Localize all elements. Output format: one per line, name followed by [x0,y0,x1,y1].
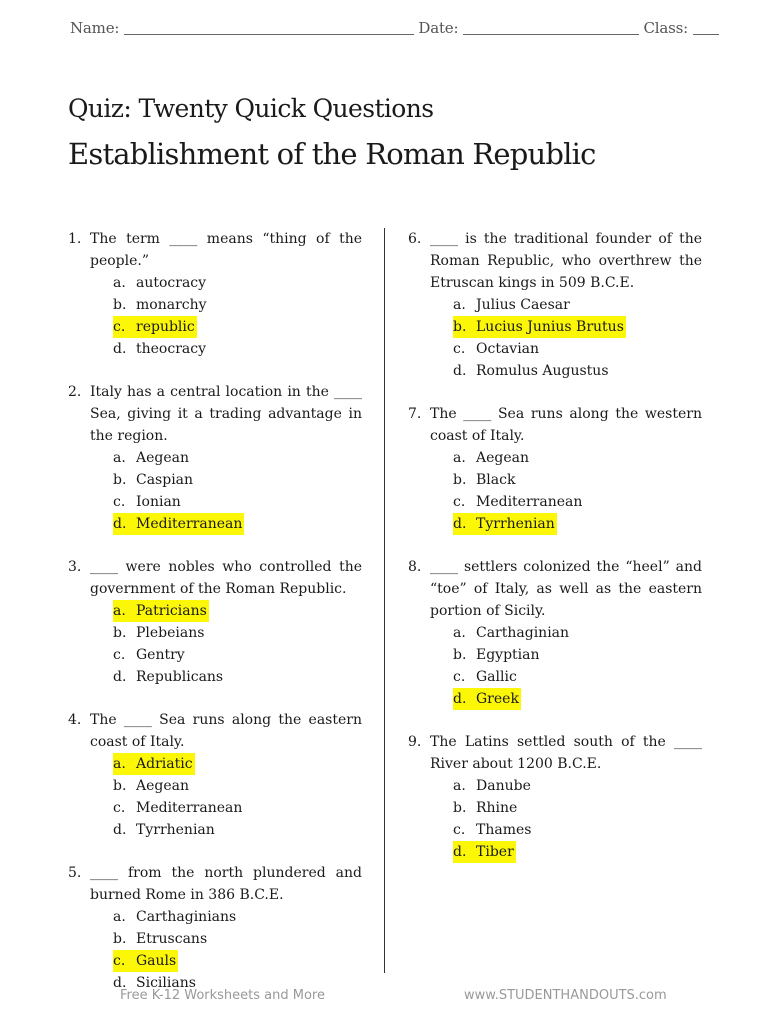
answer-wrap [453,775,531,797]
option-text: monarchy [136,297,207,313]
option-letter: d. [113,975,127,991]
answer-wrap [113,906,236,928]
option-letter: d. [113,341,127,357]
option-text: Aegean [136,450,190,466]
class-blank [693,20,719,35]
question-number: 7. [408,406,422,422]
option-letter: c. [113,647,126,663]
option-letter: b. [113,931,127,947]
answer-highlight [453,688,521,710]
option-text: Mediterranean [136,516,243,532]
option-letter: d. [113,669,127,685]
option-letter: b. [453,319,467,335]
option-text: Ionian [136,494,181,510]
date-blank [463,20,639,35]
question-stem [68,381,362,447]
answer-highlight [453,316,626,338]
option-letter: a. [113,450,126,466]
answer-option [453,469,702,491]
footer-website: www.STUDENTHANDOUTS.com [464,988,667,1003]
option-letter: b. [113,297,127,313]
option-letter: c. [453,822,466,838]
question-item [408,228,702,382]
option-text: Tyrrhenian [476,516,555,532]
answer-highlight [113,316,197,338]
date-label: Date: [418,19,459,37]
option-text: Sicilians [136,975,196,991]
answer-option [453,688,702,710]
question-stem [68,709,362,753]
quiz-subtitle: Establishment of the Roman Republic [68,137,596,171]
question-text: The ____ Sea runs along the western coast of Italy. [430,406,702,444]
option-letter: a. [453,450,466,466]
question-stem [68,228,362,272]
class-label: Class: [643,19,688,37]
option-letter: b. [453,472,467,488]
answer-wrap [113,622,204,644]
question-number: 2. [68,384,82,400]
option-letter: d. [113,516,127,532]
option-text: Mediterranean [136,800,243,816]
option-text: republic [136,319,195,335]
answer-option [453,644,702,666]
answer-highlight [113,950,178,972]
option-letter: b. [113,625,127,641]
question-text: ____ settlers colonized the “heel” and “toe” of Italy, as well as the eastern portion of Sicily. [430,559,702,619]
answer-wrap [113,666,223,688]
answer-wrap [453,644,540,666]
answer-option [453,775,702,797]
answer-option [113,622,362,644]
name-label: Name: [70,19,120,37]
question-number: 9. [408,734,422,750]
question-text: ____ were nobles who controlled the government of the Roman Republic. [90,559,362,597]
answer-wrap [113,447,189,469]
answer-option [453,841,702,863]
option-text: Plebeians [136,625,205,641]
option-text: Gauls [136,953,177,969]
answer-wrap [113,819,215,841]
option-text: Danube [476,778,531,794]
answer-option [113,644,362,666]
option-text: Greek [476,691,519,707]
answer-option [113,928,362,950]
question-number: 8. [408,559,422,575]
answer-wrap [453,294,570,316]
answer-option [113,513,362,535]
option-letter: c. [113,953,126,969]
question-stem [408,556,702,622]
option-text: Carthaginian [476,625,570,641]
question-text: Italy has a central location in the ____ Sea, giving it a trading advantage in the region. [90,384,362,444]
answer-wrap [453,360,609,382]
answer-option [453,513,702,535]
option-text: Egyptian [476,647,540,663]
question-item [408,403,702,535]
answer-wrap [113,272,206,294]
name-blank [124,20,414,35]
answer-option [113,491,362,513]
question-item [68,381,362,535]
answer-option [113,950,362,972]
answer-wrap [113,294,207,316]
option-text: Black [476,472,516,488]
option-letter: b. [113,472,127,488]
question-text: The Latins settled south of the ____ River about 1200 B.C.E. [430,734,702,772]
quiz-title: Quiz: Twenty Quick Questions [68,94,434,123]
option-letter: d. [453,844,467,860]
question-text: The term ____ means “thing of the people.” [90,231,362,269]
option-text: Republicans [136,669,224,685]
answer-highlight [453,841,516,863]
option-letter: c. [453,494,466,510]
option-letter: a. [453,297,466,313]
answer-option [453,360,702,382]
option-text: Patricians [136,603,207,619]
questions-column-left [68,228,362,994]
answer-wrap [113,644,185,666]
question-stem [408,403,702,447]
answer-wrap [113,797,242,819]
answer-option [113,338,362,360]
option-letter: c. [113,494,126,510]
answer-option [453,447,702,469]
question-number: 5. [68,865,82,881]
question-text: The ____ Sea runs along the eastern coast of Italy. [90,712,362,750]
answer-wrap [453,819,531,841]
answer-wrap [453,491,582,513]
option-letter: c. [113,800,126,816]
option-text: Octavian [476,341,540,357]
answer-option [113,906,362,928]
answer-option [113,753,362,775]
answer-wrap [113,775,189,797]
answer-option [113,600,362,622]
question-item [68,709,362,841]
answer-wrap [113,491,181,513]
answer-highlight [113,753,195,775]
answer-option [453,622,702,644]
option-text: Aegean [476,450,530,466]
column-divider [384,228,385,973]
answer-option [113,469,362,491]
question-stem [408,731,702,775]
option-text: Lucius Junius Brutus [476,319,624,335]
answer-option [113,447,362,469]
answer-wrap [453,666,517,688]
answer-option [113,272,362,294]
answer-wrap [453,797,517,819]
question-stem [68,556,362,600]
answer-option [453,491,702,513]
answer-wrap [113,469,193,491]
answer-highlight [453,513,557,535]
option-letter: a. [113,909,126,925]
option-text: Etruscans [136,931,208,947]
footer-tagline: Free K-12 Worksheets and More [120,988,325,1003]
option-text: Romulus Augustus [476,363,609,379]
option-letter: d. [113,822,127,838]
question-number: 1. [68,231,82,247]
questions-column-right [408,228,702,863]
student-info-header [70,19,702,37]
option-text: theocracy [136,341,206,357]
option-text: Gentry [136,647,185,663]
option-text: Tiber [476,844,514,860]
question-item [68,556,362,688]
question-text: ____ from the north plundered and burned Rome in 386 B.C.E. [90,865,362,903]
question-stem [68,862,362,906]
answer-wrap [113,338,206,360]
answer-highlight [113,600,209,622]
answer-option [453,819,702,841]
option-letter: a. [113,756,126,772]
option-letter: d. [453,691,467,707]
option-letter: c. [113,319,126,335]
question-text: ____ is the traditional founder of the Roman Republic, who overthrew the Etruscan kings in 509 B.C.E. [430,231,702,291]
answer-option [113,819,362,841]
answer-option [113,316,362,338]
answer-option [453,316,702,338]
answer-option [453,338,702,360]
option-text: Caspian [136,472,194,488]
option-text: Mediterranean [476,494,583,510]
option-text: Julius Caesar [476,297,570,313]
answer-option [453,294,702,316]
option-letter: b. [113,778,127,794]
option-letter: a. [453,625,466,641]
answer-highlight [113,513,244,535]
question-stem [408,228,702,294]
question-item [68,862,362,994]
option-text: Adriatic [136,756,193,772]
option-letter: b. [453,800,467,816]
option-letter: a. [113,275,126,291]
option-text: autocracy [136,275,207,291]
option-letter: c. [453,341,466,357]
option-text: Carthaginians [136,909,237,925]
answer-wrap [113,928,207,950]
answer-option [113,775,362,797]
answer-option [113,797,362,819]
answer-option [453,797,702,819]
answer-wrap [453,338,539,360]
answer-option [113,294,362,316]
option-text: Rhine [476,800,518,816]
option-letter: d. [453,363,467,379]
option-letter: a. [113,603,126,619]
option-letter: d. [453,516,467,532]
option-letter: b. [453,647,467,663]
question-number: 3. [68,559,82,575]
option-letter: c. [453,669,466,685]
option-text: Thames [476,822,532,838]
option-text: Tyrrhenian [136,822,215,838]
answer-option [453,666,702,688]
question-number: 6. [408,231,422,247]
answer-option [113,666,362,688]
answer-wrap [453,622,569,644]
question-number: 4. [68,712,82,728]
question-item [68,228,362,360]
question-item [408,556,702,710]
question-item [408,731,702,863]
option-letter: a. [453,778,466,794]
option-text: Gallic [476,669,517,685]
answer-wrap [453,447,529,469]
answer-wrap [453,469,515,491]
option-text: Aegean [136,778,190,794]
